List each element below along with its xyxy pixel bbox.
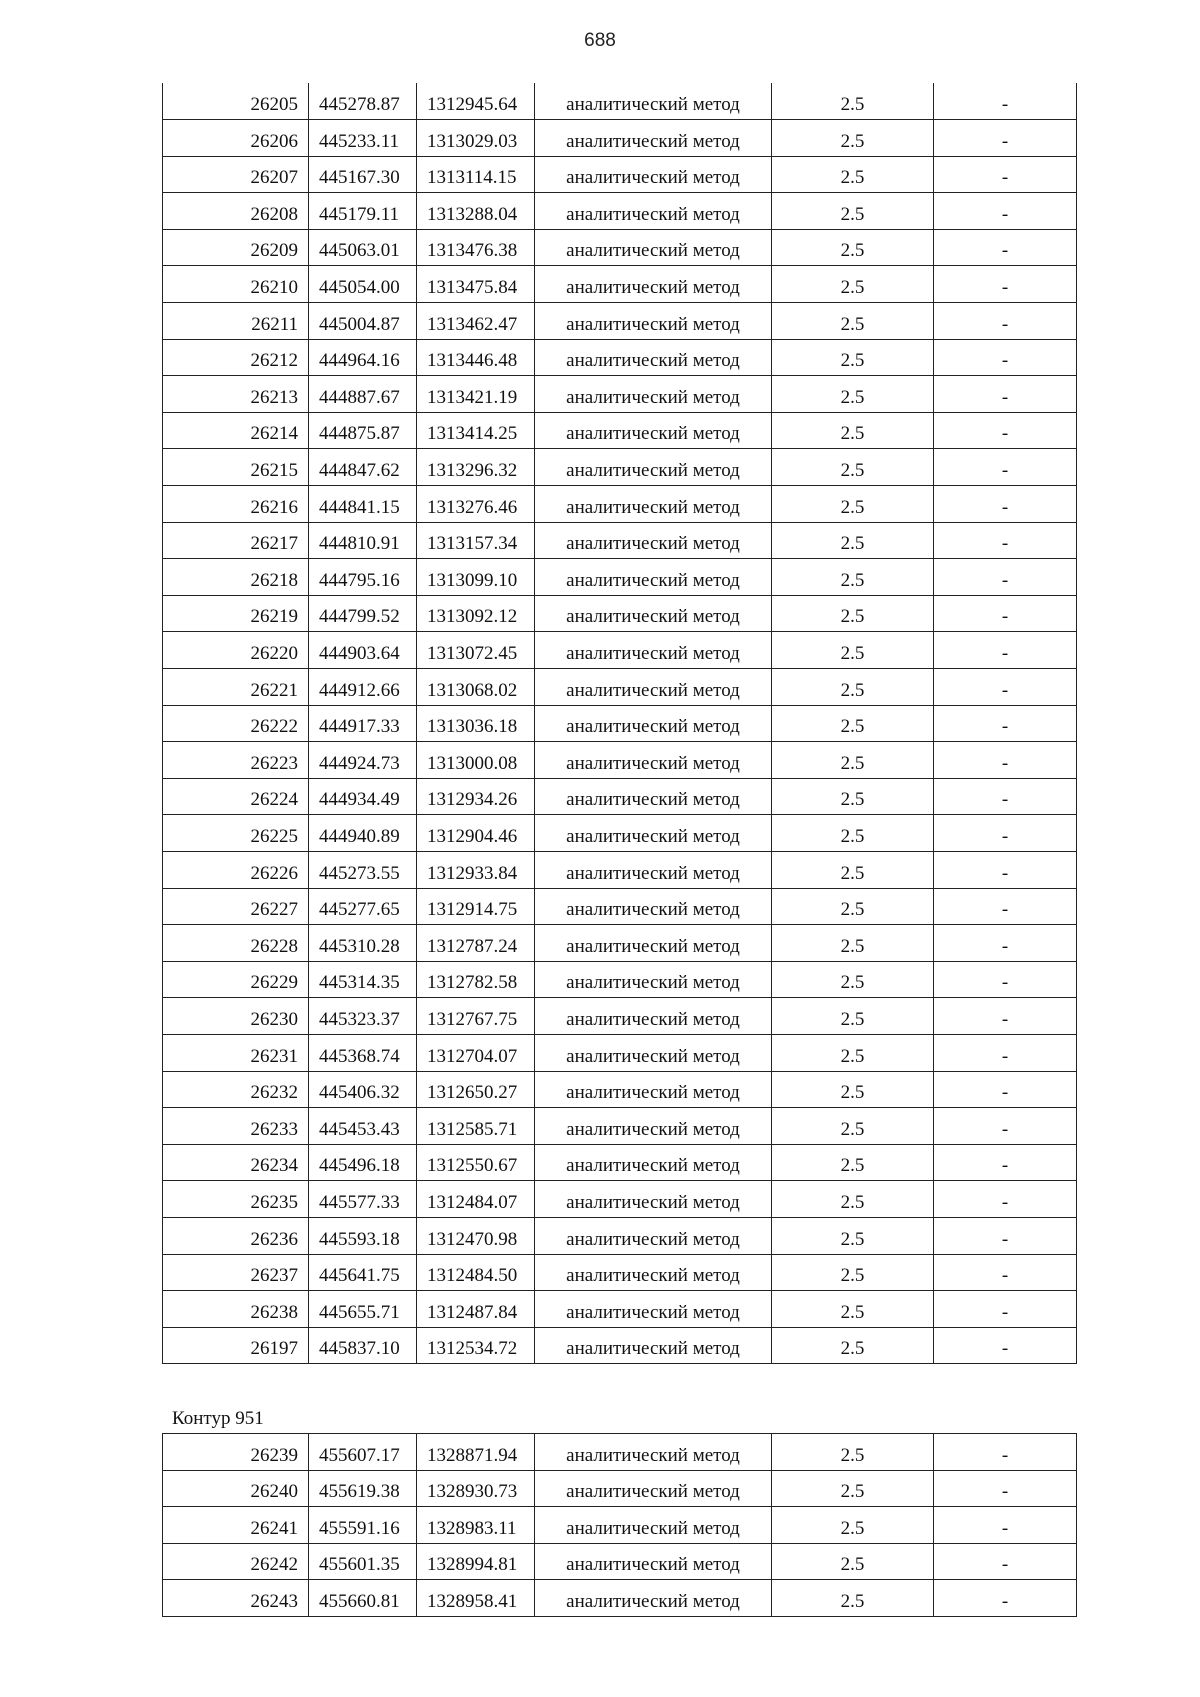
x-coordinate-cell: 444847.62 bbox=[309, 449, 417, 486]
table-row bbox=[163, 998, 1077, 1035]
contour-label: Контур 951 bbox=[172, 1408, 264, 1429]
x-coordinate-cell: 445278.87 bbox=[309, 83, 417, 120]
x-coordinate-cell: 444940.89 bbox=[309, 815, 417, 852]
method-cell: аналитический метод bbox=[535, 266, 772, 303]
accuracy-cell: 2.5 bbox=[772, 522, 934, 559]
table-row bbox=[163, 83, 1077, 120]
note-cell: - bbox=[934, 559, 1077, 596]
method-cell: аналитический метод bbox=[535, 193, 772, 230]
point-number-cell: 26211 bbox=[163, 303, 309, 340]
contour-coordinates-table bbox=[162, 1433, 1077, 1617]
y-coordinate-cell: 1328958.41 bbox=[417, 1580, 535, 1617]
accuracy-cell: 2.5 bbox=[772, 705, 934, 742]
note-cell: - bbox=[934, 1327, 1077, 1364]
note-cell: - bbox=[934, 412, 1077, 449]
note-cell: - bbox=[934, 669, 1077, 706]
note-cell: - bbox=[934, 1470, 1077, 1507]
accuracy-cell: 2.5 bbox=[772, 559, 934, 596]
point-number-cell: 26237 bbox=[163, 1254, 309, 1291]
accuracy-cell: 2.5 bbox=[772, 449, 934, 486]
accuracy-cell: 2.5 bbox=[772, 193, 934, 230]
point-number-cell: 26214 bbox=[163, 412, 309, 449]
accuracy-cell: 2.5 bbox=[772, 1254, 934, 1291]
method-cell: аналитический метод bbox=[535, 1434, 772, 1471]
table-row bbox=[163, 193, 1077, 230]
table-row bbox=[163, 1543, 1077, 1580]
y-coordinate-cell: 1313288.04 bbox=[417, 193, 535, 230]
y-coordinate-cell: 1312945.64 bbox=[417, 83, 535, 120]
table-row bbox=[163, 266, 1077, 303]
method-cell: аналитический метод bbox=[535, 961, 772, 998]
point-number-cell: 26231 bbox=[163, 1034, 309, 1071]
note-cell: - bbox=[934, 120, 1077, 157]
accuracy-cell: 2.5 bbox=[772, 961, 934, 998]
point-number-cell: 26234 bbox=[163, 1144, 309, 1181]
y-coordinate-cell: 1312484.50 bbox=[417, 1254, 535, 1291]
table-row bbox=[163, 705, 1077, 742]
accuracy-cell: 2.5 bbox=[772, 595, 934, 632]
table-row bbox=[163, 888, 1077, 925]
y-coordinate-cell: 1312704.07 bbox=[417, 1034, 535, 1071]
note-cell: - bbox=[934, 193, 1077, 230]
x-coordinate-cell: 445453.43 bbox=[309, 1108, 417, 1145]
method-cell: аналитический метод bbox=[535, 925, 772, 962]
point-number-cell: 26215 bbox=[163, 449, 309, 486]
note-cell: - bbox=[934, 851, 1077, 888]
method-cell: аналитический метод bbox=[535, 998, 772, 1035]
point-number-cell: 26219 bbox=[163, 595, 309, 632]
accuracy-cell: 2.5 bbox=[772, 229, 934, 266]
point-number-cell: 26241 bbox=[163, 1507, 309, 1544]
method-cell: аналитический метод bbox=[535, 1327, 772, 1364]
accuracy-cell: 2.5 bbox=[772, 1327, 934, 1364]
y-coordinate-cell: 1313000.08 bbox=[417, 742, 535, 779]
note-cell: - bbox=[934, 1254, 1077, 1291]
accuracy-cell: 2.5 bbox=[772, 486, 934, 523]
note-cell: - bbox=[934, 339, 1077, 376]
y-coordinate-cell: 1312934.26 bbox=[417, 778, 535, 815]
x-coordinate-cell: 444841.15 bbox=[309, 486, 417, 523]
note-cell: - bbox=[934, 266, 1077, 303]
method-cell: аналитический метод bbox=[535, 1181, 772, 1218]
x-coordinate-cell: 445368.74 bbox=[309, 1034, 417, 1071]
page-number: 688 bbox=[584, 30, 616, 51]
y-coordinate-cell: 1328983.11 bbox=[417, 1507, 535, 1544]
note-cell: - bbox=[934, 229, 1077, 266]
y-coordinate-cell: 1328994.81 bbox=[417, 1543, 535, 1580]
point-number-cell: 26206 bbox=[163, 120, 309, 157]
y-coordinate-cell: 1328871.94 bbox=[417, 1434, 535, 1471]
method-cell: аналитический метод bbox=[535, 1254, 772, 1291]
y-coordinate-cell: 1313276.46 bbox=[417, 486, 535, 523]
method-cell: аналитический метод bbox=[535, 339, 772, 376]
method-cell: аналитический метод bbox=[535, 742, 772, 779]
x-coordinate-cell: 445655.71 bbox=[309, 1291, 417, 1328]
table-row bbox=[163, 815, 1077, 852]
accuracy-cell: 2.5 bbox=[772, 412, 934, 449]
note-cell: - bbox=[934, 522, 1077, 559]
note-cell: - bbox=[934, 998, 1077, 1035]
note-cell: - bbox=[934, 376, 1077, 413]
table-row bbox=[163, 1108, 1077, 1145]
method-cell: аналитический метод bbox=[535, 1217, 772, 1254]
note-cell: - bbox=[934, 1580, 1077, 1617]
point-number-cell: 26226 bbox=[163, 851, 309, 888]
method-cell: аналитический метод bbox=[535, 120, 772, 157]
accuracy-cell: 2.5 bbox=[772, 1580, 934, 1617]
x-coordinate-cell: 444810.91 bbox=[309, 522, 417, 559]
point-number-cell: 26242 bbox=[163, 1543, 309, 1580]
x-coordinate-cell: 444924.73 bbox=[309, 742, 417, 779]
point-number-cell: 26238 bbox=[163, 1291, 309, 1328]
x-coordinate-cell: 445179.11 bbox=[309, 193, 417, 230]
method-cell: аналитический метод bbox=[535, 449, 772, 486]
table-row bbox=[163, 595, 1077, 632]
x-coordinate-cell: 445593.18 bbox=[309, 1217, 417, 1254]
note-cell: - bbox=[934, 156, 1077, 193]
y-coordinate-cell: 1312470.98 bbox=[417, 1217, 535, 1254]
x-coordinate-cell: 455607.17 bbox=[309, 1434, 417, 1471]
y-coordinate-cell: 1313475.84 bbox=[417, 266, 535, 303]
coordinates-table-body bbox=[163, 83, 1077, 1364]
accuracy-cell: 2.5 bbox=[772, 778, 934, 815]
accuracy-cell: 2.5 bbox=[772, 156, 934, 193]
coordinates-table bbox=[162, 83, 1077, 1364]
table-row bbox=[163, 851, 1077, 888]
y-coordinate-cell: 1312933.84 bbox=[417, 851, 535, 888]
method-cell: аналитический метод bbox=[535, 559, 772, 596]
method-cell: аналитический метод bbox=[535, 83, 772, 120]
method-cell: аналитический метод bbox=[535, 229, 772, 266]
y-coordinate-cell: 1313414.25 bbox=[417, 412, 535, 449]
note-cell: - bbox=[934, 705, 1077, 742]
method-cell: аналитический метод bbox=[535, 778, 772, 815]
method-cell: аналитический метод bbox=[535, 815, 772, 852]
point-number-cell: 26207 bbox=[163, 156, 309, 193]
x-coordinate-cell: 445837.10 bbox=[309, 1327, 417, 1364]
accuracy-cell: 2.5 bbox=[772, 669, 934, 706]
x-coordinate-cell: 445577.33 bbox=[309, 1181, 417, 1218]
x-coordinate-cell: 445277.65 bbox=[309, 888, 417, 925]
table-row bbox=[163, 1327, 1077, 1364]
y-coordinate-cell: 1328930.73 bbox=[417, 1470, 535, 1507]
method-cell: аналитический метод bbox=[535, 156, 772, 193]
point-number-cell: 26216 bbox=[163, 486, 309, 523]
method-cell: аналитический метод bbox=[535, 851, 772, 888]
accuracy-cell: 2.5 bbox=[772, 1543, 934, 1580]
x-coordinate-cell: 445054.00 bbox=[309, 266, 417, 303]
accuracy-cell: 2.5 bbox=[772, 925, 934, 962]
y-coordinate-cell: 1313036.18 bbox=[417, 705, 535, 742]
note-cell: - bbox=[934, 1507, 1077, 1544]
table-row bbox=[163, 486, 1077, 523]
y-coordinate-cell: 1313092.12 bbox=[417, 595, 535, 632]
y-coordinate-cell: 1313099.10 bbox=[417, 559, 535, 596]
x-coordinate-cell: 444912.66 bbox=[309, 669, 417, 706]
x-coordinate-cell: 445406.32 bbox=[309, 1071, 417, 1108]
contour-table-body bbox=[163, 1434, 1077, 1617]
note-cell: - bbox=[934, 632, 1077, 669]
point-number-cell: 26223 bbox=[163, 742, 309, 779]
point-number-cell: 26208 bbox=[163, 193, 309, 230]
method-cell: аналитический метод bbox=[535, 486, 772, 523]
note-cell: - bbox=[934, 1434, 1077, 1471]
x-coordinate-cell: 444875.87 bbox=[309, 412, 417, 449]
table-row bbox=[163, 1507, 1077, 1544]
y-coordinate-cell: 1312487.84 bbox=[417, 1291, 535, 1328]
note-cell: - bbox=[934, 815, 1077, 852]
point-number-cell: 26210 bbox=[163, 266, 309, 303]
accuracy-cell: 2.5 bbox=[772, 1034, 934, 1071]
x-coordinate-cell: 444795.16 bbox=[309, 559, 417, 596]
y-coordinate-cell: 1313476.38 bbox=[417, 229, 535, 266]
x-coordinate-cell: 445496.18 bbox=[309, 1144, 417, 1181]
accuracy-cell: 2.5 bbox=[772, 83, 934, 120]
point-number-cell: 26225 bbox=[163, 815, 309, 852]
method-cell: аналитический метод bbox=[535, 412, 772, 449]
point-number-cell: 26233 bbox=[163, 1108, 309, 1145]
method-cell: аналитический метод bbox=[535, 1543, 772, 1580]
y-coordinate-cell: 1312914.75 bbox=[417, 888, 535, 925]
x-coordinate-cell: 455619.38 bbox=[309, 1470, 417, 1507]
method-cell: аналитический метод bbox=[535, 1108, 772, 1145]
x-coordinate-cell: 455660.81 bbox=[309, 1580, 417, 1617]
table-row bbox=[163, 339, 1077, 376]
x-coordinate-cell: 455591.16 bbox=[309, 1507, 417, 1544]
x-coordinate-cell: 445273.55 bbox=[309, 851, 417, 888]
method-cell: аналитический метод bbox=[535, 376, 772, 413]
x-coordinate-cell: 444934.49 bbox=[309, 778, 417, 815]
y-coordinate-cell: 1313446.48 bbox=[417, 339, 535, 376]
accuracy-cell: 2.5 bbox=[772, 1507, 934, 1544]
y-coordinate-cell: 1312904.46 bbox=[417, 815, 535, 852]
method-cell: аналитический метод bbox=[535, 303, 772, 340]
y-coordinate-cell: 1312787.24 bbox=[417, 925, 535, 962]
point-number-cell: 26239 bbox=[163, 1434, 309, 1471]
table-row bbox=[163, 632, 1077, 669]
method-cell: аналитический метод bbox=[535, 1291, 772, 1328]
x-coordinate-cell: 445063.01 bbox=[309, 229, 417, 266]
method-cell: аналитический метод bbox=[535, 1034, 772, 1071]
y-coordinate-cell: 1312585.71 bbox=[417, 1108, 535, 1145]
accuracy-cell: 2.5 bbox=[772, 376, 934, 413]
x-coordinate-cell: 445167.30 bbox=[309, 156, 417, 193]
x-coordinate-cell: 444887.67 bbox=[309, 376, 417, 413]
accuracy-cell: 2.5 bbox=[772, 1181, 934, 1218]
y-coordinate-cell: 1312550.67 bbox=[417, 1144, 535, 1181]
note-cell: - bbox=[934, 1181, 1077, 1218]
point-number-cell: 26217 bbox=[163, 522, 309, 559]
accuracy-cell: 2.5 bbox=[772, 1071, 934, 1108]
note-cell: - bbox=[934, 303, 1077, 340]
x-coordinate-cell: 445314.35 bbox=[309, 961, 417, 998]
table-row bbox=[163, 1071, 1077, 1108]
table-row bbox=[163, 1580, 1077, 1617]
point-number-cell: 26235 bbox=[163, 1181, 309, 1218]
accuracy-cell: 2.5 bbox=[772, 1434, 934, 1471]
table-row bbox=[163, 778, 1077, 815]
method-cell: аналитический метод bbox=[535, 1507, 772, 1544]
table-row bbox=[163, 1434, 1077, 1471]
note-cell: - bbox=[934, 1291, 1077, 1328]
point-number-cell: 26229 bbox=[163, 961, 309, 998]
table-row bbox=[163, 925, 1077, 962]
accuracy-cell: 2.5 bbox=[772, 851, 934, 888]
point-number-cell: 26240 bbox=[163, 1470, 309, 1507]
y-coordinate-cell: 1313296.32 bbox=[417, 449, 535, 486]
note-cell: - bbox=[934, 1071, 1077, 1108]
x-coordinate-cell: 444903.64 bbox=[309, 632, 417, 669]
point-number-cell: 26197 bbox=[163, 1327, 309, 1364]
point-number-cell: 26209 bbox=[163, 229, 309, 266]
x-coordinate-cell: 445310.28 bbox=[309, 925, 417, 962]
y-coordinate-cell: 1313157.34 bbox=[417, 522, 535, 559]
x-coordinate-cell: 445641.75 bbox=[309, 1254, 417, 1291]
method-cell: аналитический метод bbox=[535, 632, 772, 669]
accuracy-cell: 2.5 bbox=[772, 742, 934, 779]
y-coordinate-cell: 1313421.19 bbox=[417, 376, 535, 413]
method-cell: аналитический метод bbox=[535, 1470, 772, 1507]
accuracy-cell: 2.5 bbox=[772, 120, 934, 157]
accuracy-cell: 2.5 bbox=[772, 815, 934, 852]
note-cell: - bbox=[934, 1034, 1077, 1071]
point-number-cell: 26205 bbox=[163, 83, 309, 120]
table-row bbox=[163, 1254, 1077, 1291]
accuracy-cell: 2.5 bbox=[772, 1217, 934, 1254]
point-number-cell: 26227 bbox=[163, 888, 309, 925]
accuracy-cell: 2.5 bbox=[772, 303, 934, 340]
accuracy-cell: 2.5 bbox=[772, 632, 934, 669]
point-number-cell: 26236 bbox=[163, 1217, 309, 1254]
note-cell: - bbox=[934, 778, 1077, 815]
y-coordinate-cell: 1312650.27 bbox=[417, 1071, 535, 1108]
table-row bbox=[163, 303, 1077, 340]
method-cell: аналитический метод bbox=[535, 705, 772, 742]
accuracy-cell: 2.5 bbox=[772, 1291, 934, 1328]
table-row bbox=[163, 742, 1077, 779]
table-row bbox=[163, 961, 1077, 998]
table-row bbox=[163, 1291, 1077, 1328]
note-cell: - bbox=[934, 1217, 1077, 1254]
x-coordinate-cell: 444964.16 bbox=[309, 339, 417, 376]
note-cell: - bbox=[934, 449, 1077, 486]
accuracy-cell: 2.5 bbox=[772, 888, 934, 925]
note-cell: - bbox=[934, 1144, 1077, 1181]
point-number-cell: 26228 bbox=[163, 925, 309, 962]
table-row bbox=[163, 669, 1077, 706]
y-coordinate-cell: 1313029.03 bbox=[417, 120, 535, 157]
y-coordinate-cell: 1312534.72 bbox=[417, 1327, 535, 1364]
x-coordinate-cell: 455601.35 bbox=[309, 1543, 417, 1580]
table-row bbox=[163, 1034, 1077, 1071]
point-number-cell: 26222 bbox=[163, 705, 309, 742]
x-coordinate-cell: 445233.11 bbox=[309, 120, 417, 157]
y-coordinate-cell: 1312767.75 bbox=[417, 998, 535, 1035]
method-cell: аналитический метод bbox=[535, 1144, 772, 1181]
point-number-cell: 26230 bbox=[163, 998, 309, 1035]
point-number-cell: 26243 bbox=[163, 1580, 309, 1617]
note-cell: - bbox=[934, 1543, 1077, 1580]
point-number-cell: 26218 bbox=[163, 559, 309, 596]
point-number-cell: 26224 bbox=[163, 778, 309, 815]
note-cell: - bbox=[934, 742, 1077, 779]
table-row bbox=[163, 559, 1077, 596]
point-number-cell: 26212 bbox=[163, 339, 309, 376]
table-row bbox=[163, 449, 1077, 486]
x-coordinate-cell: 444799.52 bbox=[309, 595, 417, 632]
accuracy-cell: 2.5 bbox=[772, 998, 934, 1035]
method-cell: аналитический метод bbox=[535, 522, 772, 559]
x-coordinate-cell: 445004.87 bbox=[309, 303, 417, 340]
y-coordinate-cell: 1312484.07 bbox=[417, 1181, 535, 1218]
method-cell: аналитический метод bbox=[535, 1580, 772, 1617]
y-coordinate-cell: 1313462.47 bbox=[417, 303, 535, 340]
method-cell: аналитический метод bbox=[535, 595, 772, 632]
method-cell: аналитический метод bbox=[535, 669, 772, 706]
y-coordinate-cell: 1312782.58 bbox=[417, 961, 535, 998]
accuracy-cell: 2.5 bbox=[772, 339, 934, 376]
table-row bbox=[163, 156, 1077, 193]
table-row bbox=[163, 120, 1077, 157]
point-number-cell: 26220 bbox=[163, 632, 309, 669]
point-number-cell: 26232 bbox=[163, 1071, 309, 1108]
y-coordinate-cell: 1313114.15 bbox=[417, 156, 535, 193]
accuracy-cell: 2.5 bbox=[772, 1144, 934, 1181]
note-cell: - bbox=[934, 888, 1077, 925]
note-cell: - bbox=[934, 1108, 1077, 1145]
note-cell: - bbox=[934, 925, 1077, 962]
y-coordinate-cell: 1313068.02 bbox=[417, 669, 535, 706]
table-row bbox=[163, 229, 1077, 266]
x-coordinate-cell: 445323.37 bbox=[309, 998, 417, 1035]
note-cell: - bbox=[934, 961, 1077, 998]
accuracy-cell: 2.5 bbox=[772, 1108, 934, 1145]
table-row bbox=[163, 1181, 1077, 1218]
table-row bbox=[163, 522, 1077, 559]
table-row bbox=[163, 1470, 1077, 1507]
method-cell: аналитический метод bbox=[535, 1071, 772, 1108]
accuracy-cell: 2.5 bbox=[772, 1470, 934, 1507]
method-cell: аналитический метод bbox=[535, 888, 772, 925]
note-cell: - bbox=[934, 486, 1077, 523]
point-number-cell: 26221 bbox=[163, 669, 309, 706]
point-number-cell: 26213 bbox=[163, 376, 309, 413]
table-row bbox=[163, 1217, 1077, 1254]
table-row bbox=[163, 412, 1077, 449]
y-coordinate-cell: 1313072.45 bbox=[417, 632, 535, 669]
note-cell: - bbox=[934, 83, 1077, 120]
x-coordinate-cell: 444917.33 bbox=[309, 705, 417, 742]
accuracy-cell: 2.5 bbox=[772, 266, 934, 303]
table-row bbox=[163, 1144, 1077, 1181]
note-cell: - bbox=[934, 595, 1077, 632]
table-row bbox=[163, 376, 1077, 413]
